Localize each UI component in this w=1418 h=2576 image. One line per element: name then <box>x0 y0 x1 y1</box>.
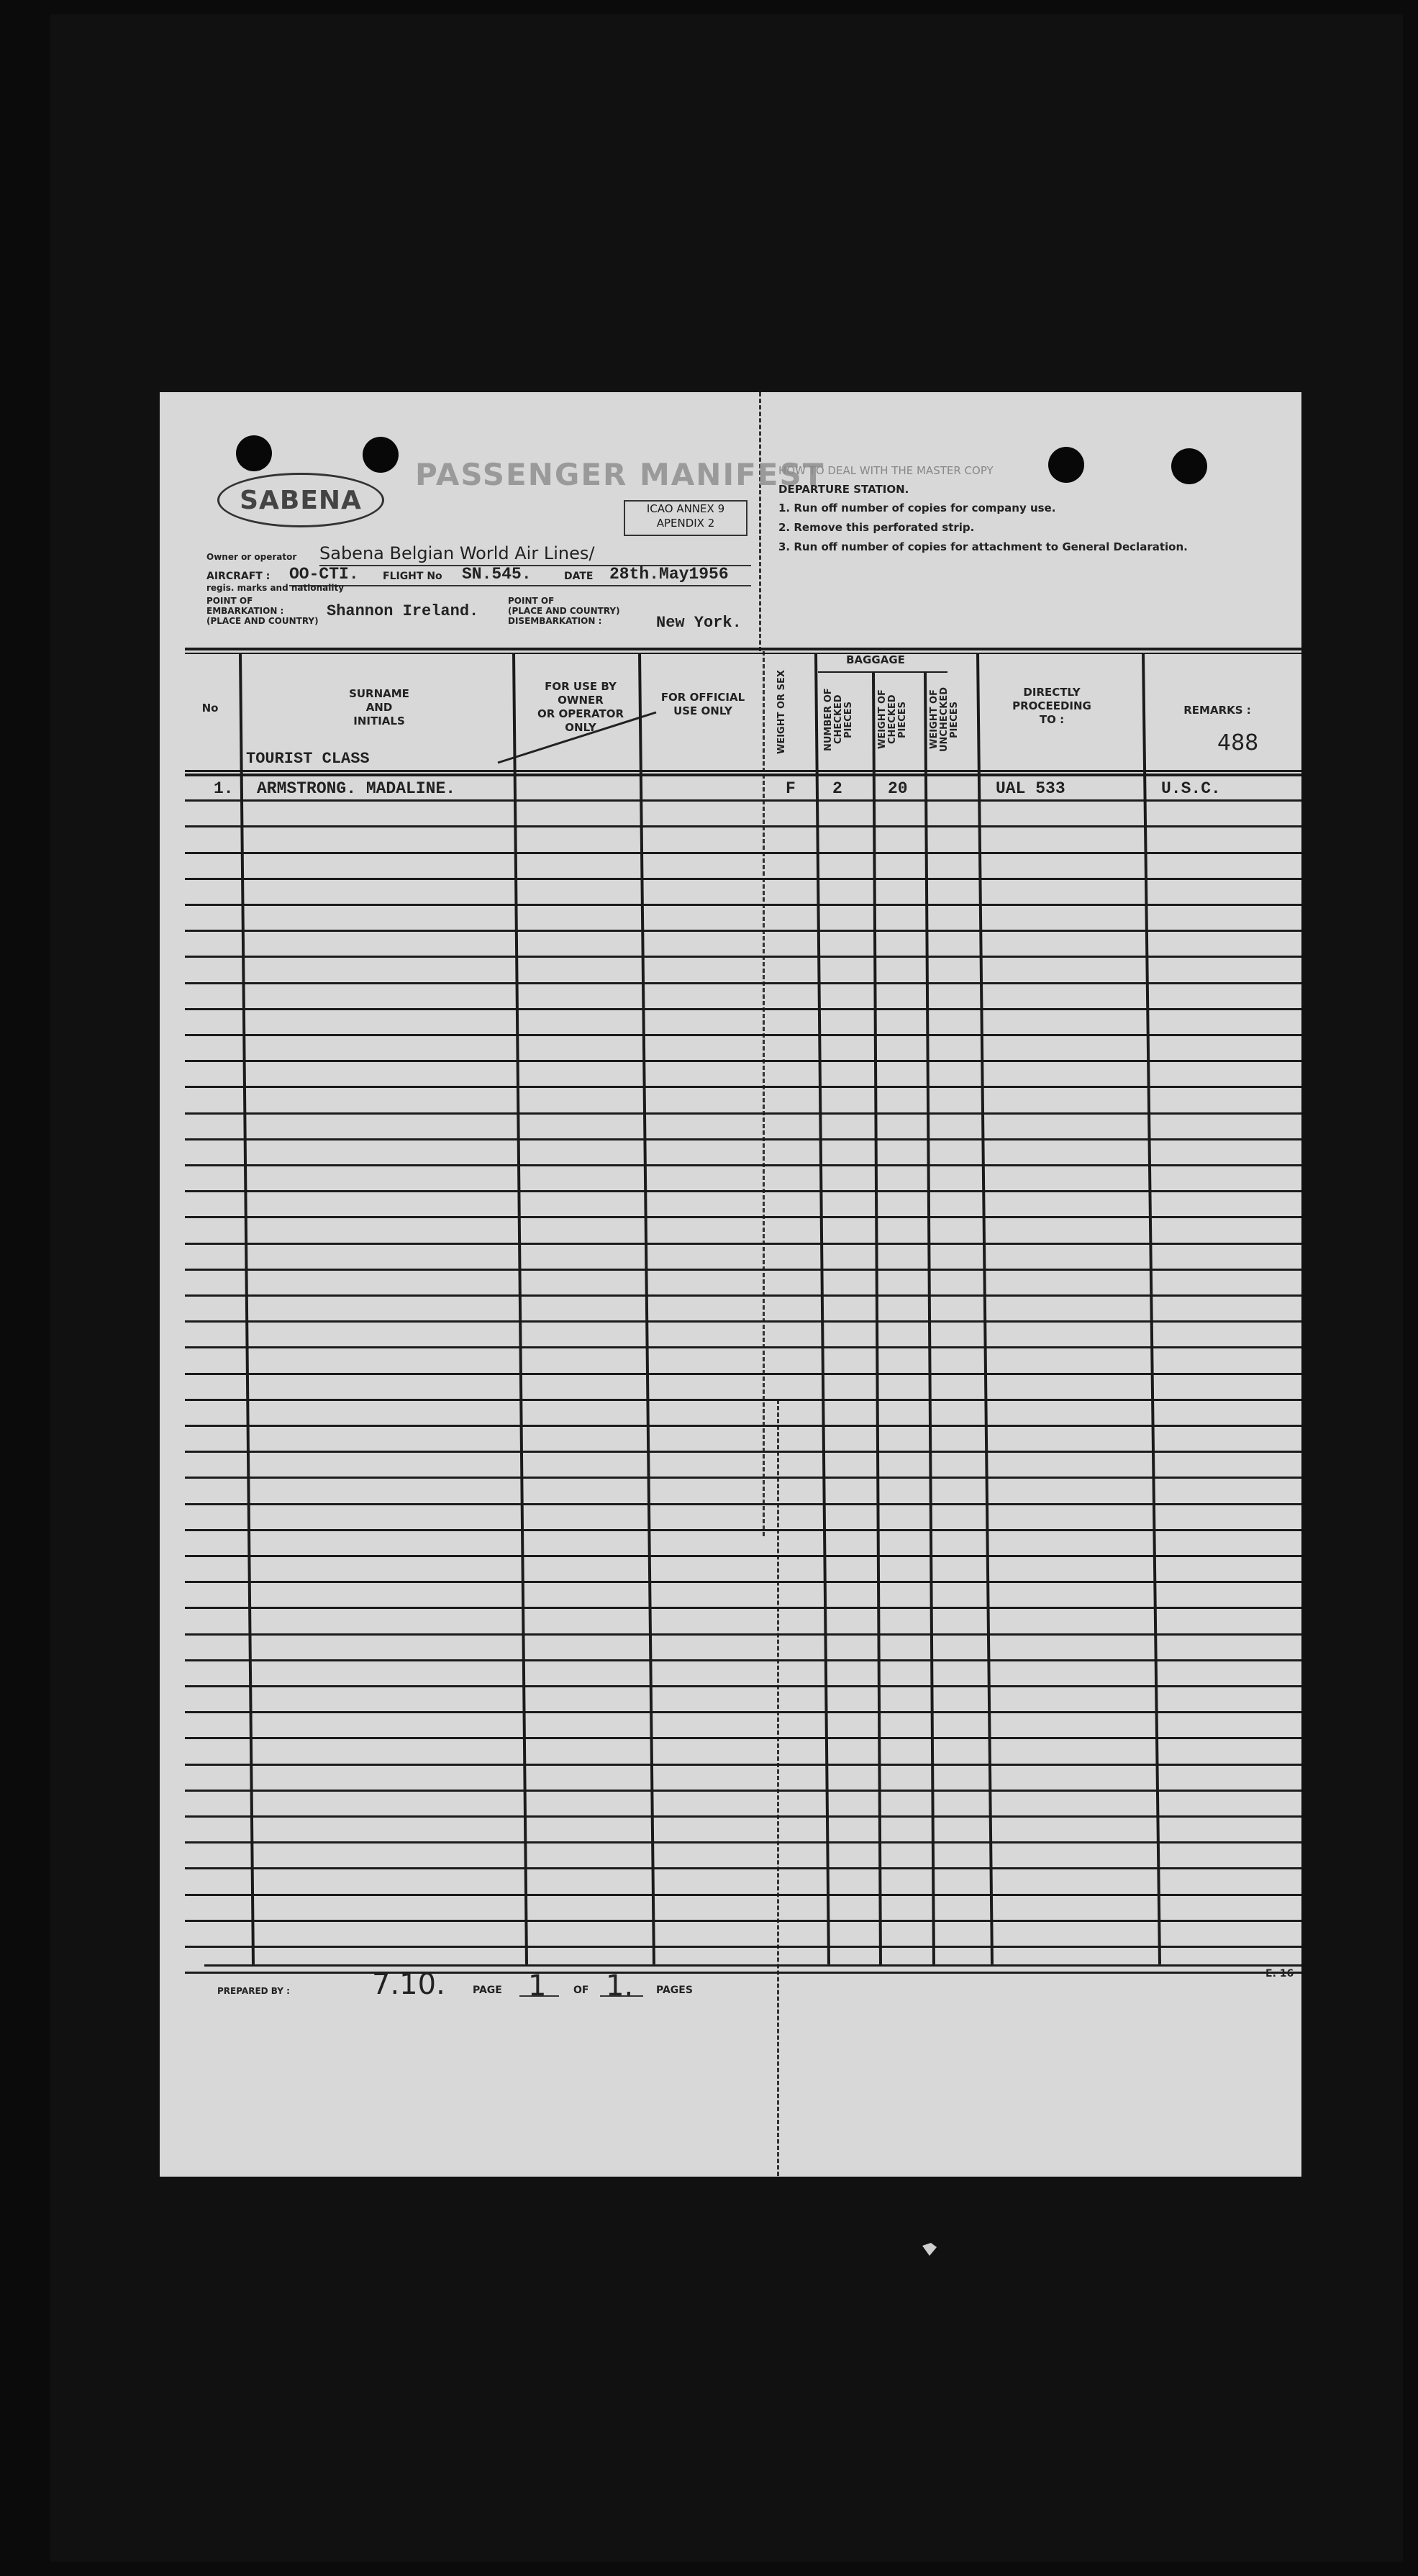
embark-label-2: EMBARKATION : <box>206 606 284 616</box>
passenger-sex: F <box>786 779 796 798</box>
of-number: 1. <box>606 1969 634 2003</box>
perforation-line-mid <box>763 651 765 1536</box>
header-weight-sex: WEIGHT OR SEX <box>776 670 787 754</box>
table-row-line <box>185 1269 1301 1271</box>
table-column-line <box>924 671 935 1964</box>
of-underline <box>600 1995 643 1997</box>
table-row-line <box>185 1946 1301 1948</box>
table-row-line <box>185 1790 1301 1792</box>
punch-hole <box>363 437 399 473</box>
table-row-line <box>185 1867 1301 1869</box>
page-underline <box>519 1995 559 1997</box>
aircraft-label: AIRCRAFT : <box>206 571 271 582</box>
header-surname <box>246 687 512 728</box>
sabena-logo: SABENA <box>217 473 384 527</box>
header-official-line: USE ONLY <box>673 704 732 717</box>
punch-hole <box>236 435 272 471</box>
table-row-line <box>185 1529 1301 1531</box>
table-row-line <box>185 1294 1301 1297</box>
header-directly-line: TO : <box>1039 713 1065 726</box>
date-value: 28th.May1956 <box>609 565 729 584</box>
header-official-line: FOR OFFICIAL <box>660 691 745 704</box>
aircraft-value: OO-CTI. <box>289 565 359 584</box>
header-owner-line: OWNER <box>558 694 604 707</box>
baggage-divider <box>818 671 947 673</box>
flight-value: SN.545. <box>462 565 532 584</box>
table-row-line <box>185 1216 1301 1218</box>
header-bottom-line <box>185 770 1301 772</box>
table-row-line <box>185 1659 1301 1661</box>
remarks-number: 488 <box>1217 730 1259 756</box>
appendix-label: APENDIX 2 <box>656 517 715 530</box>
table-row-line <box>185 1060 1301 1062</box>
table-row-line <box>185 1346 1301 1348</box>
table-column-line <box>1142 653 1161 1964</box>
disembark-value: New York. <box>656 614 742 632</box>
header-surname-line: SURNAME <box>349 687 409 700</box>
punch-hole <box>1048 447 1084 483</box>
header-directly-line: PROCEEDING <box>1012 699 1091 712</box>
header-directly <box>980 686 1124 727</box>
table-row-line <box>185 1477 1301 1479</box>
checked-weight: 20 <box>888 779 908 798</box>
scan-speck-icon <box>921 2241 938 2257</box>
table-row-line <box>185 878 1301 880</box>
embark-label-1: POINT OF <box>206 596 253 606</box>
disembark-label-1: POINT OF <box>508 596 555 606</box>
table-row-line <box>185 1320 1301 1323</box>
instruction-item: 1. Run off number of copies for company use. <box>778 502 1056 514</box>
table-row-line <box>185 1138 1301 1140</box>
table-row-line <box>185 1841 1301 1843</box>
table-column-line <box>814 653 830 1964</box>
table-row-line <box>185 825 1301 827</box>
aircraft-underline <box>289 585 751 586</box>
table-column-line <box>638 653 655 1964</box>
icao-annex-box <box>624 500 747 536</box>
table-top-border <box>185 648 1301 650</box>
punch-hole <box>1171 448 1207 484</box>
table-row-line <box>185 1451 1301 1453</box>
table-row-line <box>185 1607 1301 1609</box>
table-row-line <box>185 852 1301 854</box>
prepared-by-value: 7.10. <box>372 1968 445 2001</box>
table-row-line <box>185 1112 1301 1115</box>
table-row-line <box>185 930 1301 932</box>
regis-label: regis. marks and nationality <box>206 583 345 593</box>
destination: UAL 533 <box>996 779 1065 798</box>
table-row-line <box>185 1425 1301 1427</box>
of-label: OF <box>573 1985 589 1996</box>
table-row-line <box>185 1190 1301 1192</box>
instructions-station: DEPARTURE STATION. <box>778 483 909 496</box>
table-row-line <box>185 1685 1301 1687</box>
table-row-line <box>185 1815 1301 1818</box>
table-row-line <box>185 1034 1301 1036</box>
table-row-line <box>185 1894 1301 1896</box>
icao-annex-label: ICAO ANNEX 9 <box>646 502 725 515</box>
header-remarks: REMARKS : <box>1183 704 1251 717</box>
form-code: E. 16 <box>1265 1968 1294 1979</box>
table-column-line <box>976 653 994 1964</box>
table-row-line <box>185 1243 1301 1245</box>
disembark-label-3: DISEMBARKATION : <box>508 616 602 626</box>
page-number: 1 <box>528 1969 547 2003</box>
instructions-heading: HOW TO DEAL WITH THE MASTER COPY <box>778 464 994 477</box>
header-no: No <box>201 702 219 715</box>
table-row-line <box>185 799 1301 802</box>
table-bottom-border <box>204 1964 1301 1967</box>
checked-pieces: 2 <box>832 779 842 798</box>
header-weight-checked: WEIGHT OF CHECKED PIECES <box>877 689 908 750</box>
table-row-line <box>185 1555 1301 1557</box>
tourist-class-label: TOURIST CLASS <box>246 750 370 768</box>
header-owner-line: ONLY <box>565 721 596 734</box>
table-top-border-inner <box>185 653 1301 654</box>
table-row-line <box>185 1920 1301 1922</box>
table-row-line <box>185 956 1301 958</box>
table-row-line <box>185 1086 1301 1088</box>
perforation-line <box>759 392 761 651</box>
table-row-line <box>185 1373 1301 1375</box>
header-weight-unchecked: WEIGHT OF UNCHECKED PIECES <box>929 686 960 753</box>
header-surname-line: INITIALS <box>353 715 405 727</box>
instruction-item: 2. Remove this perforated strip. <box>778 521 975 534</box>
page-label: PAGE <box>473 1985 502 1996</box>
table-row-line <box>185 1164 1301 1166</box>
header-surname-line: AND <box>365 701 393 714</box>
table-row-line <box>185 1633 1301 1636</box>
embark-value: Shannon Ireland. <box>327 602 479 620</box>
header-pen-stroke <box>491 705 663 770</box>
prepared-by-label: PREPARED BY : <box>217 1986 290 1996</box>
table-row-line <box>185 774 1301 776</box>
manifest-sheet <box>160 392 1301 2177</box>
form-title: PASSENGER MANIFEST <box>415 457 825 492</box>
flight-label: FLIGHT No <box>383 571 442 582</box>
table-row-line <box>185 1737 1301 1739</box>
table-row-line <box>185 1503 1301 1505</box>
embark-label-3: (PLACE AND COUNTRY) <box>206 616 319 626</box>
pages-label: PAGES <box>656 1985 693 1996</box>
passenger-remarks: U.S.C. <box>1161 779 1221 798</box>
table-row-line <box>185 1399 1301 1401</box>
table-column-line <box>872 671 882 1964</box>
header-number-checked: NUMBER OF CHECKED PIECES <box>823 688 854 751</box>
date-label: DATE <box>564 571 594 582</box>
row-number: 1. <box>214 779 234 798</box>
header-baggage: BAGGAGE <box>846 653 905 666</box>
perforation-line-lower <box>777 1400 779 2177</box>
table-row-line <box>185 982 1301 984</box>
header-directly-line: DIRECTLY <box>1023 686 1081 699</box>
disembark-label-2: (PLACE AND COUNTRY) <box>508 606 620 616</box>
table-row-line <box>185 1581 1301 1583</box>
table-row-line <box>185 1764 1301 1766</box>
owner-value: Sabena Belgian World Air Lines/ <box>319 543 595 563</box>
table-row-line <box>185 1972 1301 1974</box>
owner-label: Owner or operator <box>206 552 297 562</box>
table-row-line <box>185 1711 1301 1713</box>
table-column-line <box>239 653 255 1964</box>
table-column-line <box>512 653 528 1964</box>
instruction-item: 3. Run off number of copies for attachment to General Declaration. <box>778 540 1188 553</box>
header-owner-line: OR OPERATOR <box>537 707 624 720</box>
passenger-name: ARMSTRONG. MADALINE. <box>257 779 456 798</box>
table-row-line <box>185 1008 1301 1010</box>
table-row-line <box>185 904 1301 906</box>
header-owner-line: FOR USE BY <box>545 680 617 693</box>
